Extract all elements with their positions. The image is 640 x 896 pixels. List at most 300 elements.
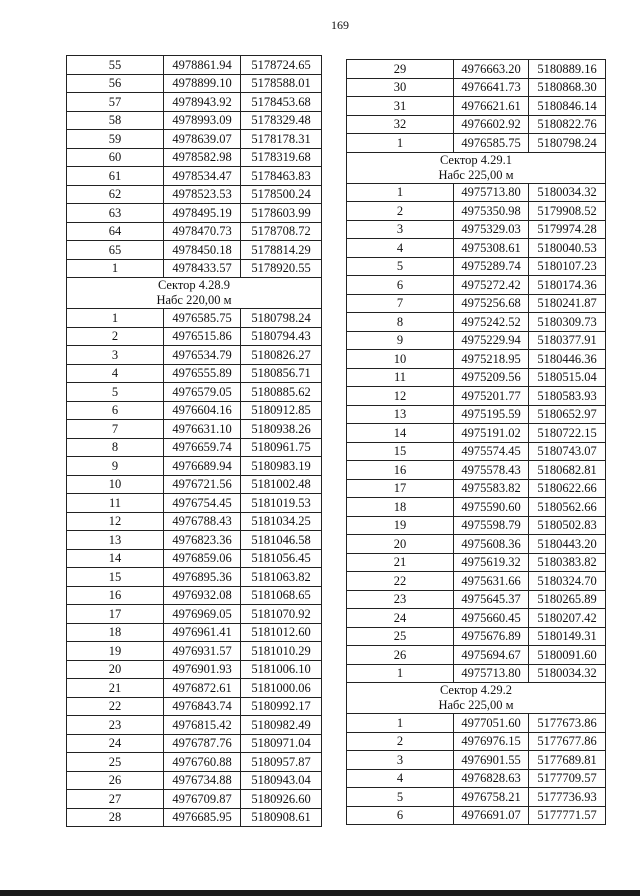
point-number: 4	[347, 239, 454, 258]
sector-height: Набс 220,00 м	[156, 293, 232, 307]
point-number: 28	[67, 808, 164, 827]
coordinate-x: 4975272.42	[454, 276, 529, 295]
point-number: 14	[67, 549, 164, 568]
sector-title: Сектор 4.28.9	[157, 278, 231, 292]
coordinate-y: 5177771.57	[529, 806, 606, 825]
coordinate-y: 5180943.04	[241, 771, 322, 790]
coordinate-x: 4975209.56	[454, 368, 529, 387]
coordinate-x: 4978639.07	[164, 130, 241, 149]
coordinate-y: 5178588.01	[241, 74, 322, 93]
point-number: 12	[67, 512, 164, 531]
point-number: 1	[347, 714, 454, 733]
point-number: 3	[347, 751, 454, 770]
coordinate-y: 5180034.32	[529, 183, 606, 202]
coordinate-x: 4975694.67	[454, 646, 529, 665]
point-number: 10	[67, 475, 164, 494]
point-number: 15	[347, 442, 454, 461]
point-number: 5	[347, 788, 454, 807]
sector-header	[347, 683, 606, 714]
table-row	[67, 494, 322, 513]
table-row	[67, 753, 322, 772]
point-number: 30	[347, 78, 454, 97]
coordinate-y: 5181056.45	[241, 549, 322, 568]
point-number: 7	[67, 420, 164, 439]
table-row	[347, 368, 606, 387]
point-number: 16	[347, 461, 454, 480]
table-row	[347, 257, 606, 276]
table-row	[67, 808, 322, 827]
point-number: 5	[67, 383, 164, 402]
point-number: 14	[347, 424, 454, 443]
coordinate-y: 5177709.57	[529, 769, 606, 788]
table-row	[347, 751, 606, 770]
table-row	[347, 769, 606, 788]
coordinate-x: 4976602.92	[454, 115, 529, 134]
point-number: 18	[347, 498, 454, 517]
coordinate-y: 5180971.04	[241, 734, 322, 753]
coordinate-y: 5180377.91	[529, 331, 606, 350]
coordinate-y: 5180822.76	[529, 115, 606, 134]
sector-header	[347, 152, 606, 183]
point-number: 6	[347, 276, 454, 295]
point-number: 56	[67, 74, 164, 93]
coordinate-y: 5180798.24	[529, 134, 606, 153]
table-row	[347, 424, 606, 443]
coordinate-x: 4978470.73	[164, 222, 241, 241]
coordinate-x: 4976621.61	[454, 97, 529, 116]
coordinate-x: 4975574.45	[454, 442, 529, 461]
coordinate-x: 4976534.79	[164, 346, 241, 365]
coordinate-y: 5177673.86	[529, 714, 606, 733]
point-number: 22	[347, 572, 454, 591]
coordinate-x: 4977051.60	[454, 714, 529, 733]
coordinate-y: 5180889.16	[529, 60, 606, 79]
point-number: 61	[67, 167, 164, 186]
coordinate-x: 4976961.41	[164, 623, 241, 642]
point-number: 5	[347, 257, 454, 276]
table-row	[67, 679, 322, 698]
table-row	[347, 97, 606, 116]
coordinate-x: 4975350.98	[454, 202, 529, 221]
coordinate-y: 5180515.04	[529, 368, 606, 387]
table-row	[347, 609, 606, 628]
coordinate-y: 5178329.48	[241, 111, 322, 130]
table-row	[67, 204, 322, 223]
point-number: 64	[67, 222, 164, 241]
table-row	[347, 115, 606, 134]
coordinate-x: 4976685.95	[164, 808, 241, 827]
point-number: 10	[347, 350, 454, 369]
coordinate-y: 5180846.14	[529, 97, 606, 116]
point-number: 6	[67, 401, 164, 420]
coordinate-y: 5180682.81	[529, 461, 606, 480]
point-number: 32	[347, 115, 454, 134]
table-row	[347, 387, 606, 406]
scan-edge	[0, 890, 640, 896]
table-row	[67, 734, 322, 753]
table-row	[67, 586, 322, 605]
point-number: 7	[347, 294, 454, 313]
table-row	[347, 134, 606, 153]
coordinate-x: 4978523.53	[164, 185, 241, 204]
table-row	[347, 220, 606, 239]
coordinate-x: 4976691.07	[454, 806, 529, 825]
point-number: 31	[347, 97, 454, 116]
coordinate-y: 5181002.48	[241, 475, 322, 494]
coordinate-x: 4976579.05	[164, 383, 241, 402]
point-number: 26	[347, 646, 454, 665]
coordinate-y: 5180265.89	[529, 590, 606, 609]
coordinate-x: 4976721.56	[164, 475, 241, 494]
coordinate-x: 4978943.92	[164, 93, 241, 112]
coordinate-x: 4975645.37	[454, 590, 529, 609]
sector-header-row	[67, 278, 322, 309]
coordinate-x: 4975713.80	[454, 664, 529, 683]
coordinate-x: 4978993.09	[164, 111, 241, 130]
table-row	[67, 346, 322, 365]
point-number: 19	[347, 516, 454, 535]
point-number: 27	[67, 790, 164, 809]
coordinate-x: 4978899.10	[164, 74, 241, 93]
table-row	[347, 313, 606, 332]
coordinate-y: 5181063.82	[241, 568, 322, 587]
point-number: 12	[347, 387, 454, 406]
coordinate-x: 4976689.94	[164, 457, 241, 476]
table-row	[347, 60, 606, 79]
coordinate-y: 5178453.68	[241, 93, 322, 112]
table-row	[67, 512, 322, 531]
point-number: 3	[67, 346, 164, 365]
coordinate-x: 4975256.68	[454, 294, 529, 313]
coordinate-x: 4975229.94	[454, 331, 529, 350]
table-row	[67, 605, 322, 624]
table-row	[67, 148, 322, 167]
coordinate-y: 5181012.60	[241, 623, 322, 642]
coordinate-x: 4976932.08	[164, 586, 241, 605]
coordinate-y: 5180040.53	[529, 239, 606, 258]
coordinate-x: 4975598.79	[454, 516, 529, 535]
coordinate-y: 5181019.53	[241, 494, 322, 513]
coordinate-y: 5180992.17	[241, 697, 322, 716]
coordinate-y: 5178603.99	[241, 204, 322, 223]
point-number: 2	[347, 202, 454, 221]
coordinate-y: 5179974.28	[529, 220, 606, 239]
table-row	[347, 294, 606, 313]
point-number: 23	[67, 716, 164, 735]
point-number: 4	[67, 364, 164, 383]
table-row	[347, 350, 606, 369]
table-row	[67, 531, 322, 550]
coordinate-y: 5181070.92	[241, 605, 322, 624]
coordinate-x: 4976788.43	[164, 512, 241, 531]
coordinate-y: 5177736.93	[529, 788, 606, 807]
point-number: 63	[67, 204, 164, 223]
coordinate-x: 4976823.36	[164, 531, 241, 550]
point-number: 13	[347, 405, 454, 424]
coordinate-y: 5180149.31	[529, 627, 606, 646]
coordinate-x: 4976585.75	[454, 134, 529, 153]
coordinate-y: 5180207.42	[529, 609, 606, 628]
table-row	[67, 74, 322, 93]
coordinate-x: 4976901.55	[454, 751, 529, 770]
coordinate-y: 5180868.30	[529, 78, 606, 97]
table-row	[67, 697, 322, 716]
point-number: 21	[347, 553, 454, 572]
table-row	[347, 553, 606, 572]
point-number: 9	[67, 457, 164, 476]
coordinates-table-right	[346, 59, 606, 825]
coordinate-x: 4976895.36	[164, 568, 241, 587]
coordinate-y: 5178708.72	[241, 222, 322, 241]
coordinate-y: 5180502.83	[529, 516, 606, 535]
coordinate-y: 5180309.73	[529, 313, 606, 332]
point-number: 1	[347, 134, 454, 153]
coordinate-x: 4976555.89	[164, 364, 241, 383]
table-row	[347, 806, 606, 825]
coordinate-y: 5180583.93	[529, 387, 606, 406]
coordinate-x: 4976760.88	[164, 753, 241, 772]
coordinate-y: 5181000.06	[241, 679, 322, 698]
coordinate-x: 4976631.10	[164, 420, 241, 439]
table-row	[347, 461, 606, 480]
coordinate-y: 5180885.62	[241, 383, 322, 402]
coordinate-y: 5180324.70	[529, 572, 606, 591]
point-number: 22	[67, 697, 164, 716]
table-row	[67, 475, 322, 494]
coordinate-y: 5178319.68	[241, 148, 322, 167]
point-number: 26	[67, 771, 164, 790]
table-row	[347, 516, 606, 535]
table-row	[67, 185, 322, 204]
point-number: 20	[67, 660, 164, 679]
coordinate-y: 5180908.61	[241, 808, 322, 827]
point-number: 23	[347, 590, 454, 609]
table-row	[347, 442, 606, 461]
point-number: 4	[347, 769, 454, 788]
coordinate-x: 4976828.63	[454, 769, 529, 788]
point-number: 24	[67, 734, 164, 753]
coordinate-y: 5179908.52	[529, 202, 606, 221]
table-row	[347, 590, 606, 609]
table-row	[67, 327, 322, 346]
coordinate-x: 4976815.42	[164, 716, 241, 735]
coordinate-x: 4976734.88	[164, 771, 241, 790]
coordinate-x: 4975242.52	[454, 313, 529, 332]
table-row	[67, 56, 322, 75]
coordinate-x: 4976663.20	[454, 60, 529, 79]
coordinates-table-left	[66, 55, 322, 827]
coordinate-x: 4976976.15	[454, 732, 529, 751]
coordinate-y: 5178814.29	[241, 241, 322, 260]
point-number: 3	[347, 220, 454, 239]
coordinate-y: 5180091.60	[529, 646, 606, 665]
point-number: 17	[347, 479, 454, 498]
table-row	[347, 405, 606, 424]
table-row	[347, 498, 606, 517]
coordinate-x: 4975676.89	[454, 627, 529, 646]
sector-height: Набс 225,00 м	[438, 698, 514, 712]
coordinate-x: 4976969.05	[164, 605, 241, 624]
coordinate-y: 5180446.36	[529, 350, 606, 369]
table-row	[67, 420, 322, 439]
coordinate-y: 5178920.55	[241, 259, 322, 278]
coordinate-y: 5180826.27	[241, 346, 322, 365]
coordinate-x: 4976604.16	[164, 401, 241, 420]
table-row	[67, 364, 322, 383]
coordinate-y: 5180743.07	[529, 442, 606, 461]
point-number: 60	[67, 148, 164, 167]
coordinate-x: 4976859.06	[164, 549, 241, 568]
table-row	[347, 331, 606, 350]
point-number: 1	[347, 183, 454, 202]
point-number: 62	[67, 185, 164, 204]
coordinate-x: 4975201.77	[454, 387, 529, 406]
coordinate-y: 5180622.66	[529, 479, 606, 498]
point-number: 1	[67, 309, 164, 328]
table-row	[347, 788, 606, 807]
table-row	[67, 383, 322, 402]
coordinate-x: 4978450.18	[164, 241, 241, 260]
coordinate-x: 4976515.86	[164, 327, 241, 346]
table-row	[67, 93, 322, 112]
coordinate-y: 5181046.58	[241, 531, 322, 550]
coordinate-x: 4978861.94	[164, 56, 241, 75]
coordinate-x: 4976787.76	[164, 734, 241, 753]
table-row	[347, 479, 606, 498]
coordinate-y: 5180174.36	[529, 276, 606, 295]
table-row	[67, 568, 322, 587]
coordinate-y: 5178463.83	[241, 167, 322, 186]
coordinate-x: 4976872.61	[164, 679, 241, 698]
coordinate-y: 5178500.24	[241, 185, 322, 204]
coordinate-y: 5180798.24	[241, 309, 322, 328]
coordinate-x: 4976758.21	[454, 788, 529, 807]
coordinate-y: 5181034.25	[241, 512, 322, 531]
table-row	[347, 202, 606, 221]
table-row	[67, 549, 322, 568]
point-number: 13	[67, 531, 164, 550]
table-row	[67, 309, 322, 328]
coordinate-y: 5180983.19	[241, 457, 322, 476]
point-number: 15	[67, 568, 164, 587]
table-row	[67, 259, 322, 278]
point-number: 2	[67, 327, 164, 346]
coordinate-x: 4975660.45	[454, 609, 529, 628]
coordinate-y: 5180107.23	[529, 257, 606, 276]
coordinate-x: 4975218.95	[454, 350, 529, 369]
coordinate-x: 4976901.93	[164, 660, 241, 679]
coordinate-y: 5180912.85	[241, 401, 322, 420]
sector-header-row	[347, 152, 606, 183]
point-number: 1	[347, 664, 454, 683]
table-row	[67, 771, 322, 790]
coordinate-x: 4975308.61	[454, 239, 529, 258]
point-number: 21	[67, 679, 164, 698]
coordinate-y: 5180957.87	[241, 753, 322, 772]
point-number: 9	[347, 331, 454, 350]
coordinate-x: 4976585.75	[164, 309, 241, 328]
coordinate-x: 4975191.02	[454, 424, 529, 443]
coordinate-x: 4975329.03	[454, 220, 529, 239]
table-row	[67, 790, 322, 809]
coordinate-x: 4978582.98	[164, 148, 241, 167]
point-number: 1	[67, 259, 164, 278]
point-number: 8	[67, 438, 164, 457]
point-number: 11	[67, 494, 164, 513]
table-row	[347, 664, 606, 683]
coordinate-y: 5180383.82	[529, 553, 606, 572]
table-row	[67, 457, 322, 476]
table-row	[67, 401, 322, 420]
table-row	[347, 627, 606, 646]
point-number: 24	[347, 609, 454, 628]
coordinate-y: 5181068.65	[241, 586, 322, 605]
point-number: 55	[67, 56, 164, 75]
table-row	[67, 623, 322, 642]
point-number: 25	[347, 627, 454, 646]
coordinate-x: 4975195.59	[454, 405, 529, 424]
point-number: 20	[347, 535, 454, 554]
table-row	[347, 646, 606, 665]
point-number: 16	[67, 586, 164, 605]
table-row	[347, 714, 606, 733]
point-number: 2	[347, 732, 454, 751]
sector-header-row	[347, 683, 606, 714]
table-row	[67, 660, 322, 679]
point-number: 8	[347, 313, 454, 332]
point-number: 11	[347, 368, 454, 387]
coordinate-x: 4976931.57	[164, 642, 241, 661]
point-number: 59	[67, 130, 164, 149]
sector-height: Набс 225,00 м	[438, 167, 514, 182]
point-number: 18	[67, 623, 164, 642]
table-row	[67, 130, 322, 149]
coordinate-x: 4975631.66	[454, 572, 529, 591]
coordinate-x: 4978495.19	[164, 204, 241, 223]
coordinate-y: 5177677.86	[529, 732, 606, 751]
point-number: 25	[67, 753, 164, 772]
coordinate-x: 4975590.60	[454, 498, 529, 517]
coordinate-x: 4975619.32	[454, 553, 529, 572]
sector-title: Сектор 4.29.1	[439, 152, 513, 167]
coordinate-x: 4975608.36	[454, 535, 529, 554]
table-row	[347, 183, 606, 202]
page-number: 169	[331, 18, 349, 32]
coordinate-x: 4976709.87	[164, 790, 241, 809]
coordinate-y: 5180926.60	[241, 790, 322, 809]
table-row	[67, 241, 322, 260]
table-row	[347, 276, 606, 295]
coordinate-x: 4976641.73	[454, 78, 529, 97]
table-row	[67, 642, 322, 661]
point-number: 65	[67, 241, 164, 260]
coordinate-y: 5178178.31	[241, 130, 322, 149]
table-row	[67, 111, 322, 130]
table-row	[347, 78, 606, 97]
coordinate-x: 4976659.74	[164, 438, 241, 457]
table-row	[347, 239, 606, 258]
coordinate-x: 4976843.74	[164, 697, 241, 716]
point-number: 17	[67, 605, 164, 624]
point-number: 29	[347, 60, 454, 79]
table-row	[67, 716, 322, 735]
sector-title: Сектор 4.29.2	[439, 683, 513, 697]
coordinate-x: 4978433.57	[164, 259, 241, 278]
coordinate-y: 5180856.71	[241, 364, 322, 383]
coordinate-y: 5181006.10	[241, 660, 322, 679]
coordinate-x: 4975583.82	[454, 479, 529, 498]
sector-header	[67, 278, 322, 309]
